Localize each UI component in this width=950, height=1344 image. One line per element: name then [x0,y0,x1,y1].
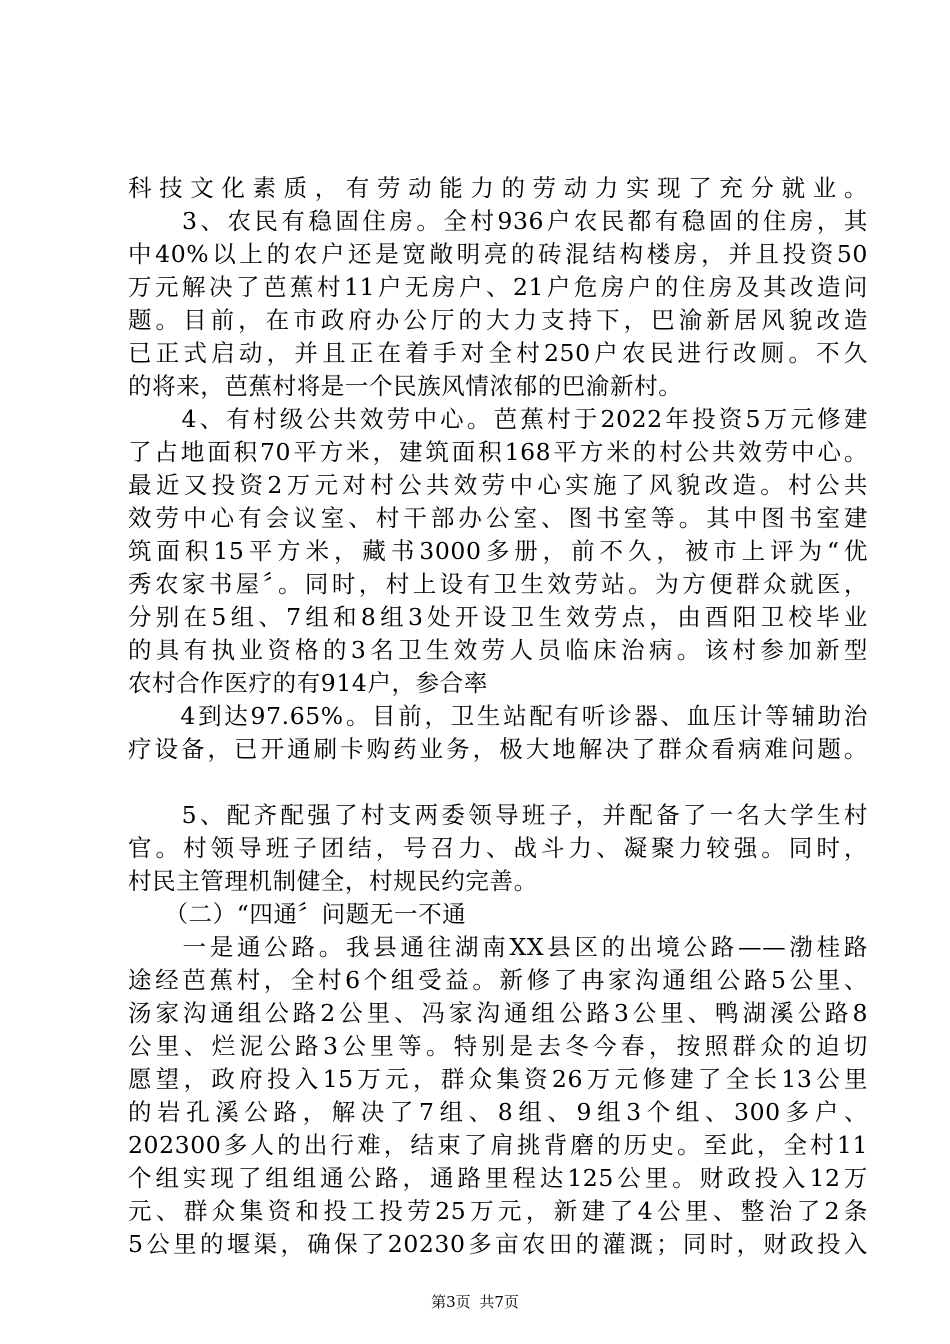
text-line: 中40%以上的农户还是宽敞明亮的砖混结构楼房，并且投资50 [128,240,868,268]
text-line: 汤家沟通组公路2公里、冯家沟通组公路3公里、鸭湖溪公路8 [128,999,868,1027]
text-line: 个组实现了组组通公路，通路里程达125公里。财政投入12万 [128,1164,868,1192]
page-total: 共7页 [479,1293,519,1311]
text-line: 官。村领导班子团结，号召力、战斗力、凝聚力较强。同时， [128,834,868,862]
text-line: 秀农家书屋〞。同时，村上设有卫生效劳站。为方便群众就医， [128,570,868,598]
text-line: 了占地面积70平方米，建筑面积168平方米的村公共效劳中心。 [128,438,868,466]
page-number: 第3页 [431,1293,471,1311]
text-line: 题。目前，在市政府办公厅的大力支持下，巴渝新居风貌改造 [128,306,868,334]
text-line: 的岩孔溪公路，解决了7组、8组、9组3个组、300多户、 [128,1098,868,1126]
text-line: 一是通公路。我县通往湖南XX县区的出境公路——渤桂路 [128,933,868,961]
text-line: 的具有执业资格的3名卫生效劳人员临床治病。该村参加新型 [128,636,868,664]
text-line: 5公里的堰渠，确保了20230多亩农田的灌溉；同时，财政投入 [128,1230,868,1258]
text-line: 万元解决了芭蕉村11户无房户、21户危房户的住房及其改造问 [128,273,868,301]
text-line: 分别在5组、7组和8组3处开设卫生效劳点，由酉阳卫校毕业 [128,603,868,631]
section-heading: （二）“四通〞问题无一不通 [128,900,467,928]
page-footer [0,1292,950,1312]
text-line: 公里、烂泥公路3公里等。特别是去冬今春，按照群众的迫切 [128,1032,868,1060]
text-line: 科技文化素质，有劳动能力的劳动力实现了充分就业。 [128,174,868,202]
text-line: 4到达97.65%。目前，卫生站配有听诊器、血压计等辅助治 [128,702,868,730]
text-line: 疗设备，已开通刷卡购药业务，极大地解决了群众看病难问题。 [128,735,868,763]
text-line: 农村合作医疗的有914户，参合率 [128,669,488,697]
text-line: 4、有村级公共效劳中心。芭蕉村于2022年投资5万元修建 [128,405,868,433]
text-line: 3、农民有稳固住房。全村936户农民都有稳固的住房，其 [128,207,868,235]
text-line: 元、群众集资和投工投劳25万元，新建了4公里、整治了2条 [128,1197,868,1225]
text-line: 途经芭蕉村，全村6个组受益。新修了冉家沟通组公路5公里、 [128,966,868,994]
text-line: 愿望，政府投入15万元，群众集资26万元修建了全长13公里 [128,1065,868,1093]
text-line: 202300多人的出行难，结束了肩挑背磨的历史。至此，全村11 [128,1131,868,1159]
text-line: 效劳中心有会议室、村干部办公室、图书室等。其中图书室建 [128,504,868,532]
text-line: 5、配齐配强了村支两委领导班子，并配备了一名大学生村 [128,801,868,829]
text-line: 的将来，芭蕉村将是一个民族风情浓郁的巴渝新村。 [128,372,683,400]
text-line: 筑面积15平方米，藏书3000多册，前不久，被市上评为“优 [128,537,868,565]
text-line: 最近又投资2万元对村公共效劳中心实施了风貌改造。村公共 [128,471,868,499]
text-line: 已正式启动，并且正在着手对全村250户农民进行改厕。不久 [128,339,868,367]
text-line: 村民主管理机制健全，村规民约完善。 [128,867,538,895]
